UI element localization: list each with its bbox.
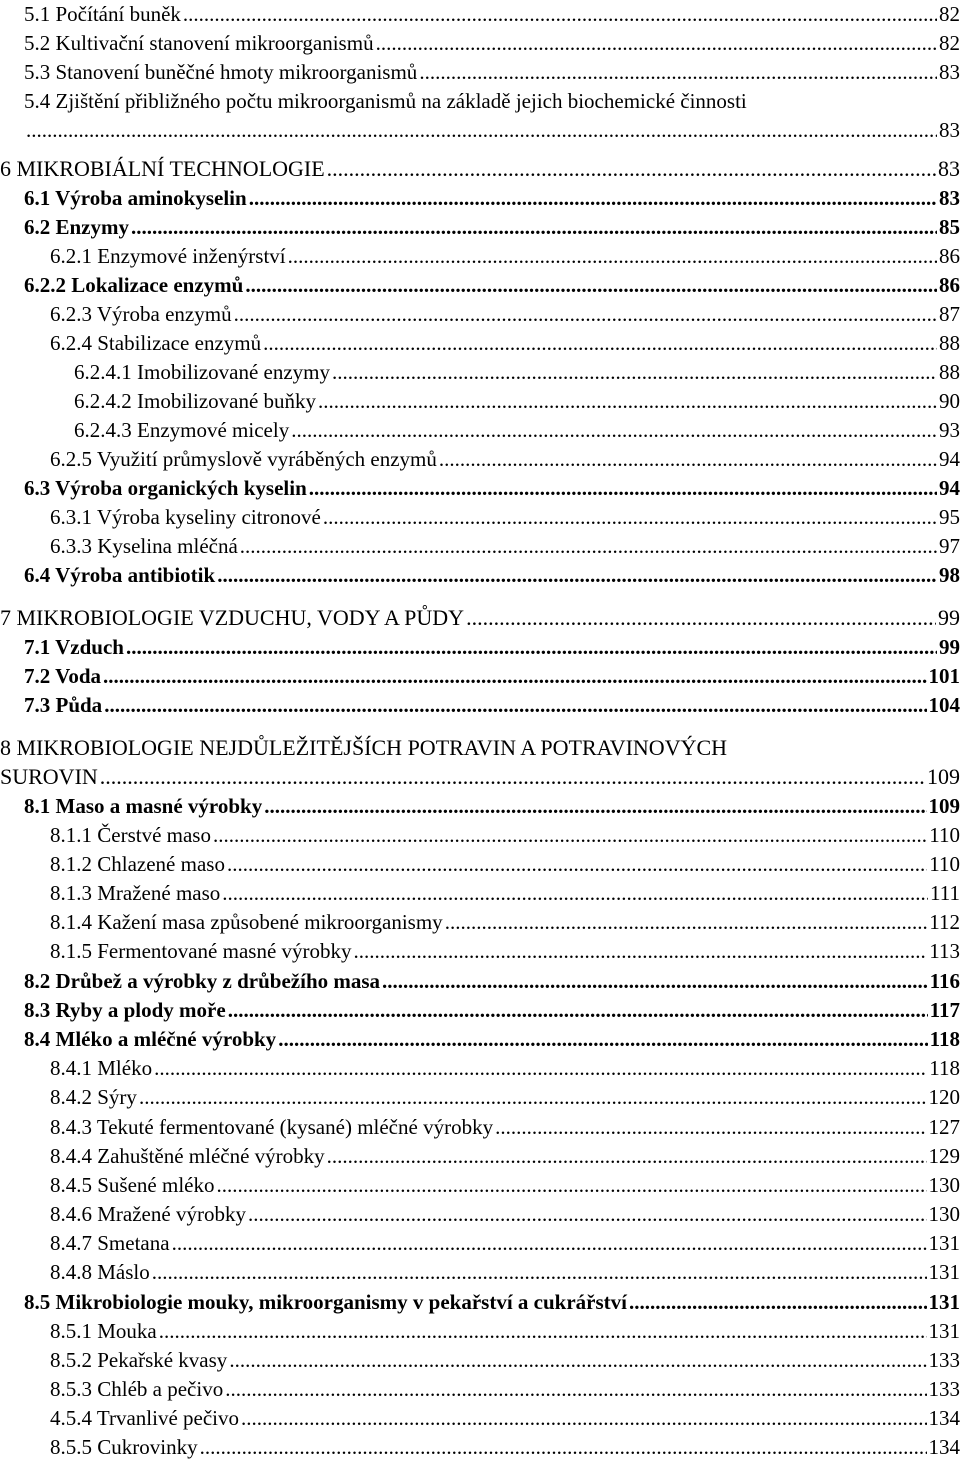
toc-entry-title: 6.2.4.3 Enzymové micely	[74, 418, 290, 442]
toc-entry-title: 8.1.5 Fermentované masné výrobky	[50, 939, 352, 963]
toc-entry[interactable]	[24, 185, 960, 211]
toc-page-number: 104	[928, 693, 960, 717]
toc-dot-leader	[200, 1434, 927, 1460]
toc-entry-title: 6.2.1 Enzymové inženýrství	[50, 244, 286, 268]
toc-page-number: 94	[939, 447, 960, 471]
toc-entry[interactable]	[24, 272, 960, 298]
toc-page-number: 110	[929, 823, 960, 847]
toc-entry-title: 5.3 Stanovení buněčné hmoty mikroorganismů	[24, 60, 418, 84]
toc-entry[interactable]	[50, 1114, 960, 1140]
toc-page-number: 133	[928, 1348, 960, 1372]
toc-page-number: 131	[928, 1231, 960, 1255]
toc-entry-title: 8.4.3 Tekuté fermentované (kysané) mléčné výrobky	[50, 1115, 494, 1139]
toc-entry-title: 7.1 Vzduch	[24, 635, 124, 659]
toc-entry[interactable]	[24, 59, 960, 85]
toc-entry[interactable]	[0, 156, 960, 182]
toc-dot-leader	[332, 359, 937, 385]
toc-page-number: 134	[928, 1406, 960, 1430]
toc-entry-title: 8.5.5 Cukrovinky	[50, 1435, 198, 1459]
toc-dot-leader	[139, 1084, 927, 1110]
toc-entry-title: 8.2 Drůbež a výrobky z drůbežího masa	[24, 969, 381, 993]
toc-entry-title: 8.1.3 Mražené maso	[50, 881, 221, 905]
toc-entry[interactable]	[74, 359, 960, 385]
toc-entry-title: 5.2 Kultivační stanovení mikroorganismů	[24, 31, 374, 55]
toc-entry[interactable]	[24, 692, 960, 718]
toc-entry-title: 8.5.2 Pekařské kvasy	[50, 1348, 228, 1372]
toc-dot-leader	[100, 764, 925, 790]
toc-entry-title: 6.2.2 Lokalizace enzymů	[24, 273, 244, 297]
toc-entry[interactable]	[24, 793, 960, 819]
toc-dot-leader	[445, 909, 928, 935]
toc-entry-title: 6.2.4 Stabilizace enzymů	[50, 331, 262, 355]
toc-entry[interactable]	[24, 968, 960, 994]
toc-page-number: 83	[939, 118, 960, 142]
toc-entry[interactable]	[24, 997, 960, 1023]
toc-page-number: 98	[939, 563, 960, 587]
toc-page-number: 130	[928, 1202, 960, 1226]
toc-page-number: 109	[928, 794, 960, 818]
toc-entry-title: 8.4.1 Mléko	[50, 1056, 153, 1080]
toc-entry[interactable]	[50, 1376, 960, 1402]
toc-page-number: 131	[928, 1260, 960, 1284]
toc-page-number: 85	[939, 215, 960, 239]
toc-entry-title: 7 MIKROBIOLOGIE VZDUCHU, VODY A PŮDY	[0, 605, 465, 630]
toc-page-number: 110	[929, 852, 960, 876]
toc-dot-leader	[264, 793, 926, 819]
toc-dot-leader	[26, 117, 937, 143]
toc-page-number: 95	[939, 505, 960, 529]
toc-dot-leader	[217, 562, 937, 588]
toc-entry-title: 6.2.5 Využití průmyslově vyráběných enzymů	[50, 447, 437, 471]
toc-entry[interactable]	[50, 301, 960, 327]
toc-entry[interactable]	[24, 1289, 960, 1315]
toc-entry-title: 6.4 Výroba antibiotik	[24, 563, 216, 587]
toc-entry[interactable]	[24, 634, 960, 660]
toc-entry[interactable]	[24, 475, 960, 501]
toc-page-number: 99	[939, 635, 960, 659]
toc-page-number: 83	[938, 156, 960, 181]
toc-entry[interactable]	[50, 880, 960, 906]
toc-page-number: 82	[939, 31, 960, 55]
toc-entry[interactable]	[50, 1347, 960, 1373]
toc-dot-leader	[419, 59, 937, 85]
toc-dot-leader	[323, 504, 937, 530]
toc-page-number: 86	[939, 244, 960, 268]
toc-entry-title: 8.3 Ryby a plody moře	[24, 998, 226, 1022]
toc-entry-title: 8.4.5 Sušené mléko	[50, 1173, 215, 1197]
toc-page-number: 134	[928, 1435, 960, 1459]
toc-entry[interactable]	[24, 562, 960, 588]
toc-dot-leader	[229, 1347, 926, 1373]
toc-page-number: 130	[928, 1173, 960, 1197]
toc-page-number: 93	[939, 418, 960, 442]
toc-page-number: 118	[929, 1056, 960, 1080]
toc-entry[interactable]	[50, 851, 960, 877]
toc-page-number: 117	[929, 998, 960, 1022]
toc-entry-title: 5.4 Zjištění přibližného počtu mikroorganismů na základě jejich biochemické činnosti	[24, 89, 747, 113]
toc-dot-leader	[376, 30, 937, 56]
toc-entry[interactable]	[50, 909, 960, 935]
toc-page-number: 112	[929, 910, 960, 934]
toc-entry[interactable]	[50, 533, 960, 559]
toc-entry-title: 4.5.4 Trvanlivé pečivo	[50, 1406, 239, 1430]
toc-entry-title: 8 MIKROBIOLOGIE NEJDŮLEŽITĚJŠÍCH POTRAVIN A POTRAVINOVÝCH	[0, 735, 728, 760]
toc-entry[interactable]	[24, 663, 960, 689]
toc-entry[interactable]	[24, 117, 960, 143]
toc-dot-leader	[183, 1, 937, 27]
toc-entry-title: 8.4 Mléko a mléčné výrobky	[24, 1027, 277, 1051]
toc-page-number: 113	[929, 939, 960, 963]
toc-entry-title: 8.4.8 Máslo	[50, 1260, 150, 1284]
toc-entry-title: 6.2.4.1 Imobilizované enzymy	[74, 360, 331, 384]
toc-entry[interactable]	[24, 1026, 960, 1052]
toc-entry-title: 7.2 Voda	[24, 664, 102, 688]
toc-dot-leader	[245, 272, 937, 298]
toc-dot-leader	[263, 330, 937, 356]
toc-page-number: 86	[939, 273, 960, 297]
toc-dot-leader	[248, 1201, 927, 1227]
toc-dot-leader	[466, 605, 936, 631]
toc-dot-leader	[382, 968, 928, 994]
toc-entry-title: 6.3 Výroba organických kyselin	[24, 476, 307, 500]
toc-page-number: 88	[939, 331, 960, 355]
toc-dot-leader	[104, 692, 926, 718]
toc-dot-leader	[103, 663, 926, 689]
toc-entry[interactable]	[50, 330, 960, 356]
toc-page-number: 82	[939, 2, 960, 26]
toc-entry-title: 7.3 Půda	[24, 693, 103, 717]
toc-page-number: 99	[938, 605, 960, 630]
toc-page-number: 83	[939, 186, 960, 210]
toc-entry-title: 5.1 Počítání buněk	[24, 2, 181, 26]
toc-dot-leader	[152, 1259, 927, 1285]
toc-page-number: 94	[939, 476, 960, 500]
toc-entry[interactable]	[50, 1434, 960, 1460]
toc-entry[interactable]	[74, 417, 960, 443]
toc-entry-title: 8.4.2 Sýry	[50, 1085, 137, 1109]
toc-entry-title: 8.5.1 Mouka	[50, 1319, 157, 1343]
toc-entry-title: SUROVIN	[0, 764, 98, 789]
toc-page-number: 131	[928, 1290, 960, 1314]
toc-entry-title: 6 MIKROBIÁLNÍ TECHNOLOGIE	[0, 156, 325, 181]
toc-entry[interactable]	[24, 214, 960, 240]
toc-dot-leader	[228, 997, 928, 1023]
toc-dot-leader	[354, 938, 928, 964]
toc-entry[interactable]	[50, 243, 960, 269]
toc-dot-leader	[222, 880, 928, 906]
toc-entry-title: 8.5.3 Chléb a pečivo	[50, 1377, 224, 1401]
toc-entry[interactable]	[50, 504, 960, 530]
toc-page-number: 97	[939, 534, 960, 558]
toc-dot-leader	[227, 851, 927, 877]
toc-dot-leader	[126, 634, 937, 660]
toc-dot-leader	[172, 1230, 927, 1256]
toc-entry[interactable]	[0, 605, 960, 631]
toc-entry-title: 8.5 Mikrobiologie mouky, mikroorganismy v pekařství a cukrářství	[24, 1290, 627, 1314]
toc-entry-title: 6.3.3 Kyselina mléčná	[50, 534, 238, 558]
toc-entry[interactable]	[50, 1172, 960, 1198]
toc-entry-title: 6.2 Enzymy	[24, 215, 129, 239]
toc-page-number: 120	[928, 1085, 960, 1109]
toc-page-number: 83	[939, 60, 960, 84]
toc-page-number: 88	[939, 360, 960, 384]
toc-entry-title: 6.2.3 Výroba enzymů	[50, 302, 232, 326]
toc-page-number: 111	[930, 881, 960, 905]
toc-entry-title: 8.1.2 Chlazené maso	[50, 852, 225, 876]
toc-page-number: 129	[928, 1144, 960, 1168]
toc-entry-title: 8.4.6 Mražené výrobky	[50, 1202, 246, 1226]
toc-entry-title: 8.4.7 Smetana	[50, 1231, 170, 1255]
toc-page-number: 131	[928, 1319, 960, 1343]
toc-dot-leader	[291, 417, 937, 443]
toc-entry-title: 8.1.4 Kažení masa způsobené mikroorganismy	[50, 910, 443, 934]
toc-entry-title: 6.3.1 Výroba kyseliny citronové	[50, 505, 321, 529]
toc-dot-leader	[629, 1289, 927, 1315]
toc-entry[interactable]	[50, 938, 960, 964]
toc-dot-leader	[249, 185, 937, 211]
toc-entry[interactable]	[0, 735, 960, 761]
toc-page-number: 116	[929, 969, 960, 993]
toc-page-number: 109	[927, 764, 960, 789]
toc-dot-leader	[213, 822, 927, 848]
toc-entry-title: 8.4.4 Zahuštěné mléčné výrobky	[50, 1144, 325, 1168]
toc-dot-leader	[241, 1405, 927, 1431]
toc-page-number: 133	[928, 1377, 960, 1401]
toc-entry[interactable]	[24, 30, 960, 56]
toc-dot-leader	[288, 243, 937, 269]
toc-entry[interactable]	[50, 1230, 960, 1256]
toc-entry[interactable]	[50, 1055, 960, 1081]
toc-dot-leader	[234, 301, 937, 327]
toc-entry-title: 8.1 Maso a masné výrobky	[24, 794, 263, 818]
toc-dot-leader	[439, 446, 937, 472]
toc-entry[interactable]	[0, 764, 960, 790]
toc-dot-leader	[309, 475, 937, 501]
toc-entry-title: 6.2.4.2 Imobilizované buňky	[74, 389, 317, 413]
toc-entry[interactable]	[50, 1259, 960, 1285]
toc-page-number: 90	[939, 389, 960, 413]
toc-entry[interactable]	[24, 88, 960, 114]
toc-dot-leader	[327, 156, 936, 182]
toc-entry[interactable]	[50, 1405, 960, 1431]
toc-entry[interactable]	[24, 1, 960, 27]
toc-dot-leader	[327, 1143, 927, 1169]
toc-dot-leader	[225, 1376, 926, 1402]
toc-entry-title: 8.1.1 Čerstvé maso	[50, 823, 211, 847]
toc-dot-leader	[278, 1026, 927, 1052]
toc-page-number: 118	[929, 1027, 960, 1051]
toc-dot-leader	[154, 1055, 927, 1081]
toc-page-number: 101	[928, 664, 960, 688]
toc-page-number: 87	[939, 302, 960, 326]
toc-dot-leader	[159, 1318, 927, 1344]
toc-entry-title: 6.1 Výroba aminokyselin	[24, 186, 247, 210]
toc-entry[interactable]	[50, 822, 960, 848]
toc-entry[interactable]	[50, 1084, 960, 1110]
toc-page-number: 127	[928, 1115, 960, 1139]
toc-dot-leader	[131, 214, 937, 240]
toc-dot-leader	[318, 388, 937, 414]
toc-entry[interactable]	[50, 1318, 960, 1344]
toc-dot-leader	[240, 533, 937, 559]
toc-entry[interactable]	[74, 388, 960, 414]
toc-entry[interactable]	[50, 1143, 960, 1169]
toc-dot-leader	[495, 1114, 926, 1140]
toc-entry[interactable]	[50, 1201, 960, 1227]
toc-entry[interactable]	[50, 446, 960, 472]
toc-dot-leader	[216, 1172, 926, 1198]
